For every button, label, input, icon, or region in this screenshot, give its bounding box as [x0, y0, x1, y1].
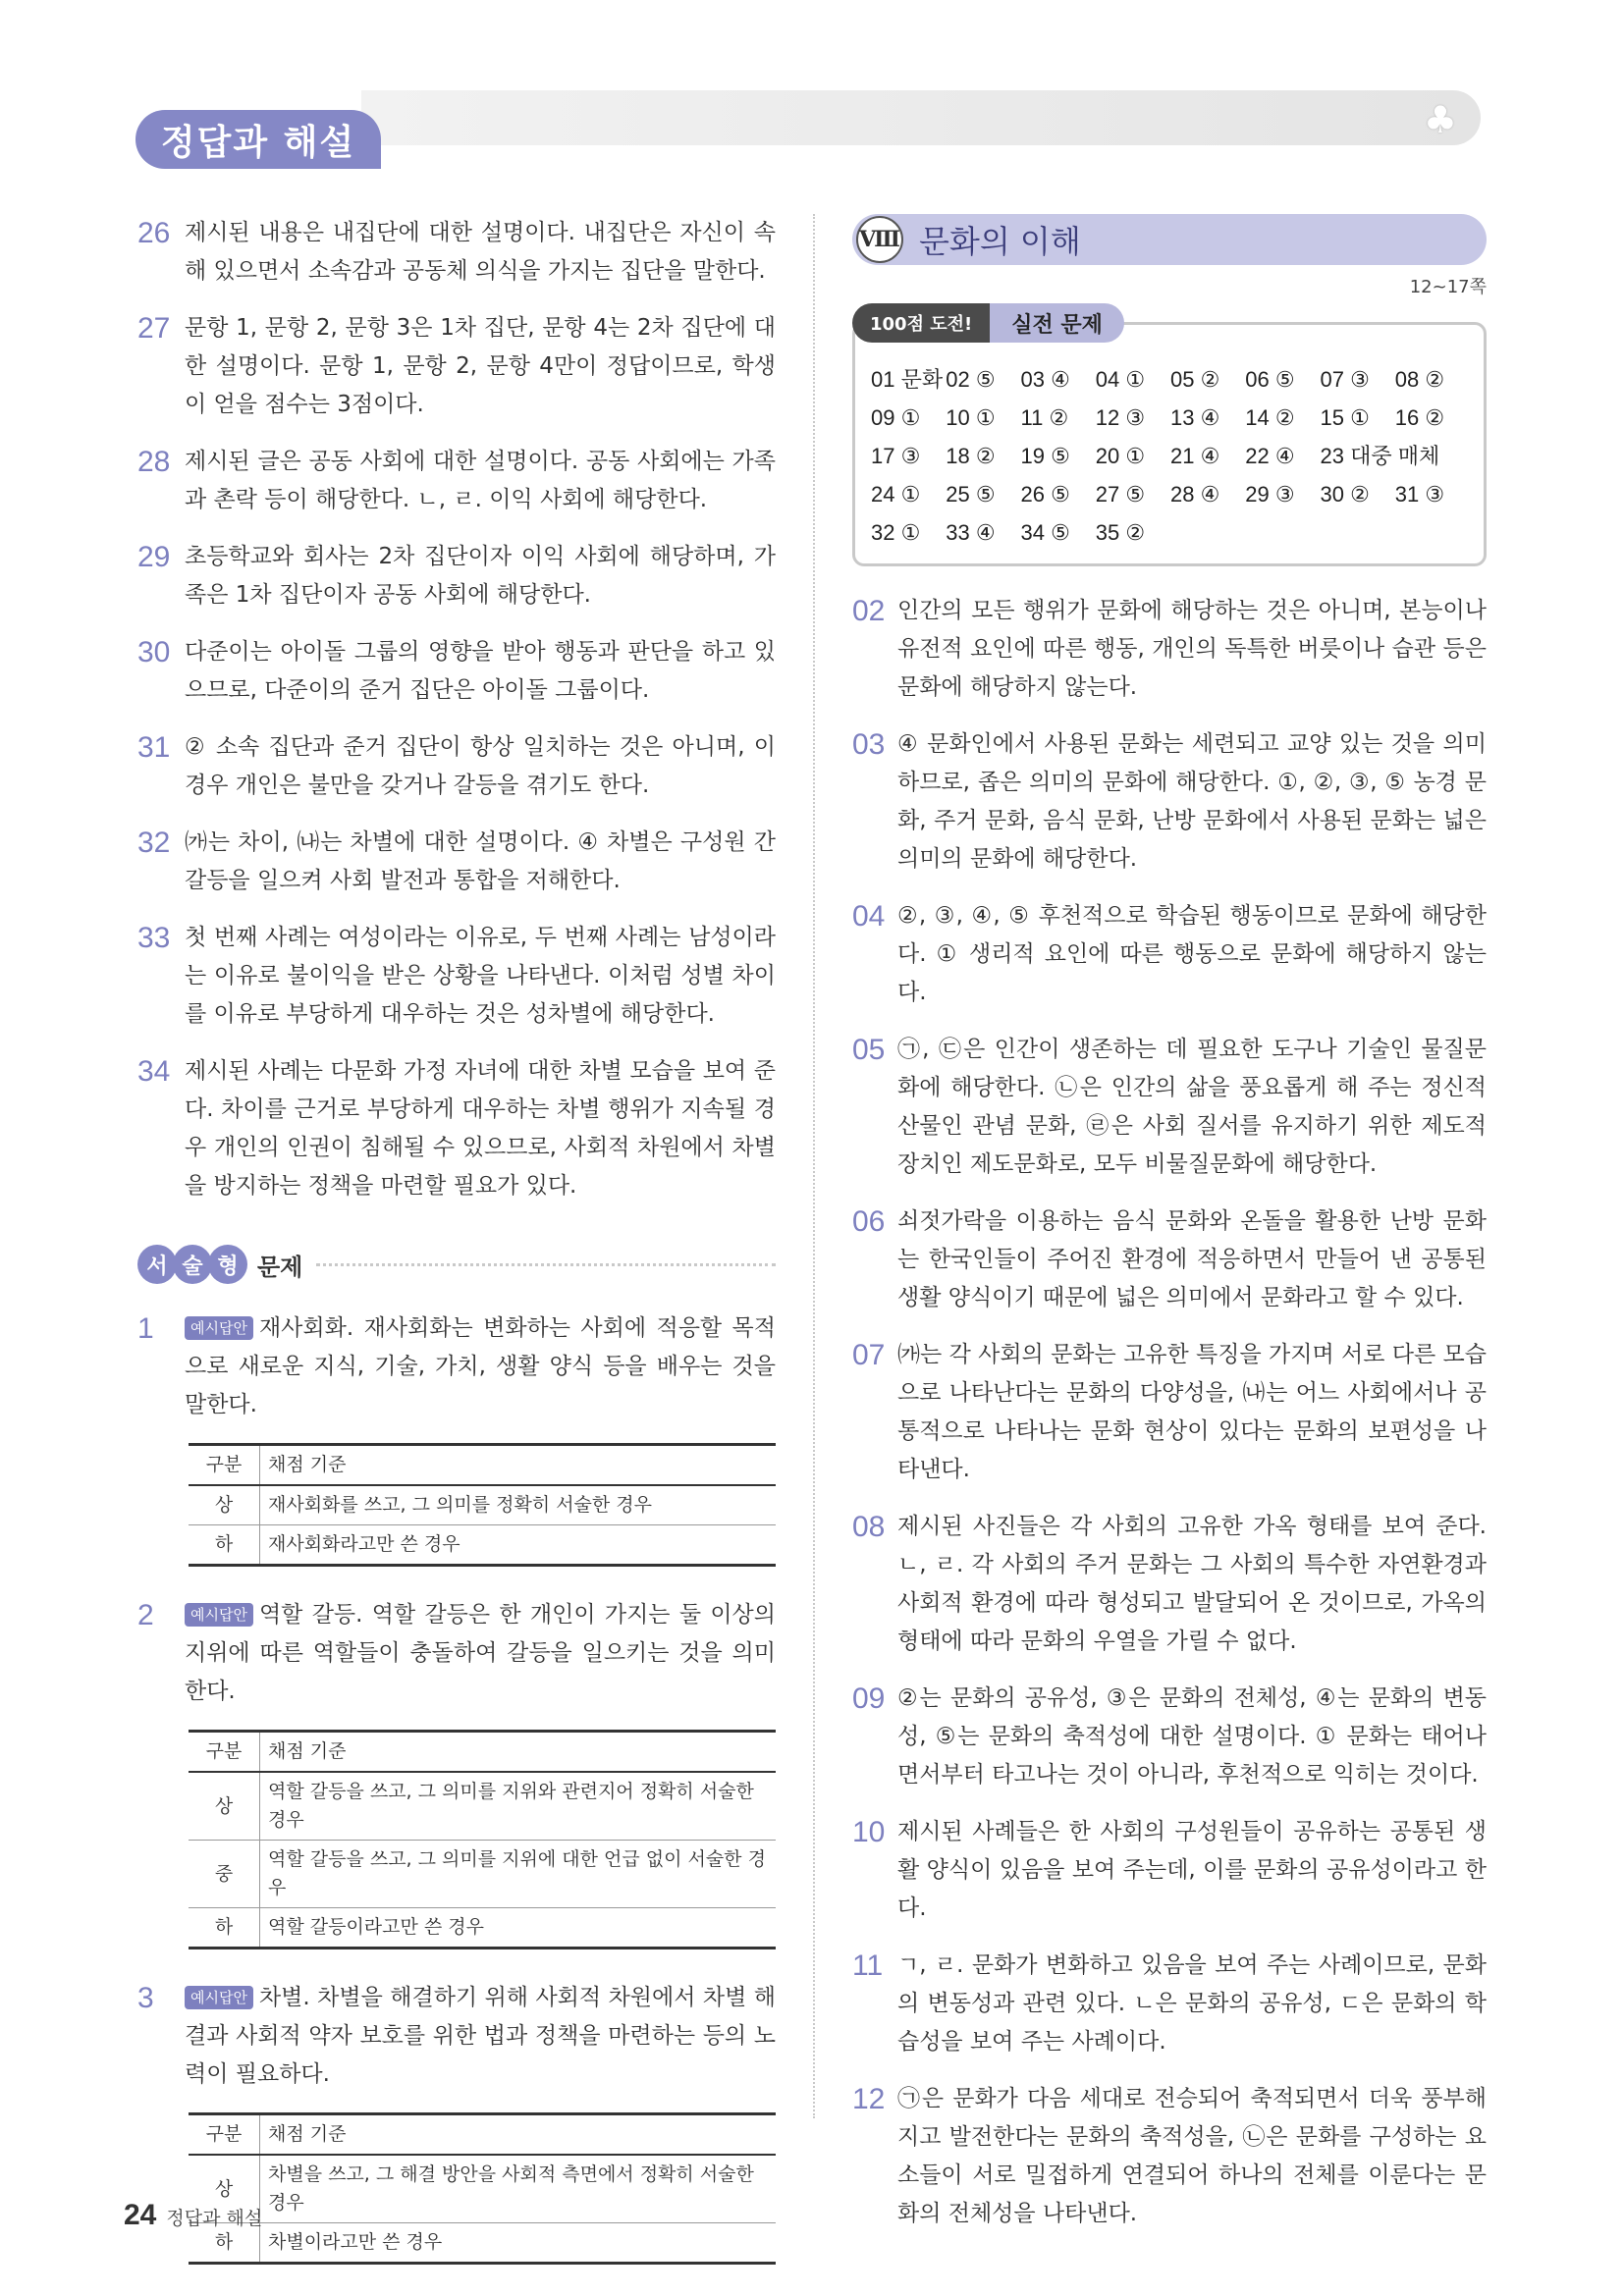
table-row [189, 1525, 776, 1566]
answer-cell: 31 ③ [1394, 482, 1445, 507]
item-number: 26 [137, 217, 171, 249]
item-text: 다준이는 아이돌 그룹의 영향을 받아 행동과 판단을 하고 있으므로, 다준이의 준거 집단은 아이돌 그룹이다. [185, 639, 776, 703]
practice-tag [852, 303, 1124, 343]
answer-cell: 18 ② [946, 444, 996, 468]
grade-criterion: 역할 갈등을 쓰고, 그 의미를 지위에 대한 언급 없이 서술한 경우 [260, 1841, 777, 1908]
item-number: 08 [852, 1511, 886, 1543]
essay-answer-text: 재사회화. 재사회화는 변화하는 사회에 적응할 목적으로 새로운 지식, 기술, 가치, 생활 양식 등을 배우는 것을 말한다. [185, 1315, 776, 1417]
item-text: 문항 1, 문항 2, 문항 3은 1차 집단, 문항 4는 2차 집단에 대한 설명이다. 문항 1, 문항 2, 문항 4만이 정답이므로, 학생이 얻을 점수는 3점이다. [185, 315, 776, 417]
answer-cell: 33 ④ [946, 520, 996, 545]
answer-cell: 05 ② [1170, 367, 1220, 392]
practice-tag-title: 실전 문제 [990, 303, 1124, 343]
explanation-item [852, 1031, 1487, 1184]
item-number: 10 [852, 1816, 886, 1848]
table-row [189, 1772, 776, 1841]
right-column [852, 214, 1487, 2252]
answer-cell: 23 대중 매체 [1320, 444, 1440, 468]
answer-cell: 30 ② [1320, 482, 1370, 507]
item-text: ② 소속 집단과 준거 집단이 항상 일치하는 것은 아니며, 이 경우 개인은 불만을 갖거나 갈등을 겪기도 한다. [185, 734, 776, 798]
grade-header-category: 구분 [189, 1445, 260, 1486]
answer-cell: 32 ① [871, 520, 921, 545]
essay-badge [137, 1245, 244, 1284]
item-text: 제시된 사례는 다문화 가정 자녀에 대한 차별 모습을 보여 준다. 차이를 근거로 부당하게 대우하는 차별 행위가 지속될 경우 개인의 인권이 침해될 수 있으므로, 사회적 차원에서 차별을 방지하는 정책을 마련할 필요가 있다. [185, 1058, 776, 1199]
essay-answer-text: 차별. 차별을 해결하기 위해 사회적 차원에서 차별 해결과 사회적 약자 보호를 위한 법과 정책을 마련하는 등의 노력이 필요하다. [185, 1985, 776, 2087]
item-text: ㉠은 문화가 다음 세대로 전승되어 축적되면서 더욱 풍부해지고 발전한다는 문화의 축적성을, ㉡은 문화를 구성하는 요소들이 서로 밀접하게 연결되어 하나의 전체를 이룬다는 문화의 전체성을 나타낸다. [897, 2086, 1487, 2226]
explanation-item [137, 824, 776, 900]
table-row [189, 1841, 776, 1908]
grade-level: 하 [189, 2223, 260, 2264]
answer-cell: 16 ② [1394, 405, 1445, 430]
answer-list-right [852, 592, 1487, 2233]
grade-criterion: 재사회화를 쓰고, 그 의미를 정확히 서술한 경우 [260, 1485, 777, 1525]
grade-level: 상 [189, 1772, 260, 1841]
essay-question [137, 1596, 776, 1711]
footer-label: 정답과 해설 [166, 2208, 263, 2229]
explanation-item [852, 1202, 1487, 1317]
essay-question [137, 1979, 776, 2094]
item-text: 초등학교와 회사는 2차 집단이자 이익 사회에 해당하며, 가족은 1차 집단이자 공동 사회에 해당한다. [185, 544, 776, 608]
grade-level: 중 [189, 1841, 260, 1908]
left-column [137, 214, 776, 2294]
item-number: 09 [852, 1682, 886, 1715]
grade-criterion: 재사회화라고만 쓴 경우 [260, 1525, 777, 1566]
grade-header-criteria: 채점 기준 [260, 1445, 777, 1486]
item-number: 02 [852, 595, 886, 627]
grade-criterion: 차별이라고만 쓴 경우 [260, 2223, 777, 2264]
essay-label: 문제 [257, 1253, 303, 1281]
explanation-item [852, 1947, 1487, 2061]
grade-level: 하 [189, 1908, 260, 1949]
table-row [189, 1908, 776, 1949]
item-number: 05 [852, 1034, 886, 1066]
answer-cell: 34 ⑤ [1020, 520, 1070, 545]
unit-number-badge: Ⅷ [856, 216, 903, 263]
item-number: 07 [852, 1339, 886, 1371]
example-answer-badge: 예시답안 [185, 1316, 253, 1340]
dotted-rule [316, 1263, 776, 1266]
grade-level: 상 [189, 1485, 260, 1525]
answer-cell: 03 ④ [1020, 367, 1070, 392]
page-reference: 12~17쪽 [1409, 277, 1487, 297]
explanation-item [137, 443, 776, 519]
answer-cell: 26 ⑤ [1020, 482, 1070, 507]
item-text: ㈎는 차이, ㈏는 차별에 대한 설명이다. ④ 차별은 구성원 간 갈등을 일으켜 사회 발전과 통합을 저해한다. [185, 829, 776, 893]
grading-table [189, 1443, 776, 1567]
clover-icon: ♣ [1423, 98, 1457, 141]
answer-cell: 29 ③ [1245, 482, 1295, 507]
essay-number: 1 [137, 1312, 154, 1345]
practice-tag-challenge: 100점 도전! [852, 303, 990, 343]
item-text: ②, ③, ④, ⑤ 후천적으로 학습된 행동이므로 문화에 해당한다. ① 생리적 요인에 따른 행동으로 문화에 해당하지 않는다. [897, 903, 1487, 1005]
page-footer [124, 2199, 262, 2232]
item-text: 제시된 사진들은 각 사회의 고유한 가옥 형태를 보여 준다. ㄴ, ㄹ. 각 사회의 주거 문화는 그 사회의 특수한 자연환경과 사회적 환경에 따라 형성되고 발달되어 온 것이므로, 가옥의 형태에 따라 문화의 우열을 가릴 수 없다. [897, 1514, 1487, 1654]
answer-cell: 28 ④ [1170, 482, 1220, 507]
item-number: 28 [137, 446, 171, 478]
answer-cell: 14 ② [1245, 405, 1295, 430]
item-number: 30 [137, 636, 171, 668]
item-text: 제시된 내용은 내집단에 대한 설명이다. 내집단은 자신이 속해 있으면서 소속감과 공동체 의식을 가지는 집단을 말한다. [185, 220, 776, 284]
explanation-item [137, 538, 776, 614]
item-number: 31 [137, 731, 171, 764]
example-answer-badge: 예시답안 [185, 1986, 253, 2009]
item-number: 34 [137, 1055, 171, 1088]
explanation-item [137, 728, 776, 805]
explanation-item [137, 1052, 776, 1205]
grade-criterion: 역할 갈등이라고만 쓴 경우 [260, 1908, 777, 1949]
answer-cell: 01 문화 [871, 367, 944, 392]
answer-cell: 12 ③ [1095, 405, 1146, 430]
item-number: 32 [137, 827, 171, 859]
item-number: 12 [852, 2083, 886, 2115]
essay-badge-char: 서 [137, 1245, 177, 1284]
item-number: 33 [137, 922, 171, 954]
item-text: 첫 번째 사례는 여성이라는 이유로, 두 번째 사례는 남성이라는 이유로 불이익을 받은 상황을 나타낸다. 이처럼 성별 차이를 이유로 부당하게 대우하는 것은 성차별에 해당한다. [185, 925, 776, 1027]
answer-cell: 20 ① [1095, 444, 1146, 468]
explanation-item [852, 1680, 1487, 1794]
item-text: 제시된 사례들은 한 사회의 구성원들이 공유하는 공통된 생활 양식이 있음을 보여 주는데, 이를 문화의 공유성이라고 한다. [897, 1819, 1487, 1921]
answer-list-left [137, 214, 776, 1205]
item-number: 03 [852, 728, 886, 761]
grade-criterion: 역할 갈등을 쓰고, 그 의미를 지위와 관련지어 정확히 서술한 경우 [260, 1772, 777, 1841]
grade-criterion: 차별을 쓰고, 그 해결 방안을 사회적 측면에서 정확히 서술한 경우 [260, 2155, 777, 2223]
explanation-item [852, 725, 1487, 879]
table-row [189, 1485, 776, 1525]
answer-cell: 06 ⑤ [1245, 367, 1295, 392]
essay-number: 3 [137, 1982, 154, 2014]
column-divider [813, 214, 815, 2118]
answer-cell: 07 ③ [1320, 367, 1370, 392]
unit-title-bar [852, 214, 1487, 265]
page-number: 24 [124, 2199, 157, 2231]
item-number: 29 [137, 541, 171, 573]
grade-level: 상 [189, 2155, 260, 2223]
grade-header-category: 구분 [189, 1732, 260, 1773]
answer-cell: 22 ④ [1245, 444, 1295, 468]
essay-number: 2 [137, 1599, 154, 1631]
item-number: 04 [852, 900, 886, 933]
item-number: 27 [137, 312, 171, 345]
essay-badge-char: 형 [208, 1245, 247, 1284]
explanation-item [852, 897, 1487, 1012]
page-header [135, 90, 1481, 171]
essay-section-heading [137, 1245, 776, 1284]
grading-table [189, 2112, 776, 2265]
explanation-item [852, 1508, 1487, 1661]
header-title: 정답과 해설 [135, 110, 381, 169]
answer-cell: 15 ① [1320, 405, 1370, 430]
answer-cell: 21 ④ [1170, 444, 1220, 468]
answer-cell: 19 ⑤ [1020, 444, 1070, 468]
answer-cell: 02 ⑤ [946, 367, 996, 392]
grade-header-criteria: 채점 기준 [260, 1732, 777, 1773]
table-row [189, 2155, 776, 2223]
essay-question [137, 1309, 776, 1424]
item-text: 인간의 모든 행위가 문화에 해당하는 것은 아니며, 본능이나 유전적 요인에 따른 행동, 개인의 독특한 버릇이나 습관 등은 문화에 해당하지 않는다. [897, 598, 1487, 700]
answer-cell: 08 ② [1394, 367, 1445, 392]
explanation-item [137, 919, 776, 1034]
item-text: 쇠젓가락을 이용하는 음식 문화와 온돌을 활용한 난방 문화는 한국인들이 주어진 환경에 적응하면서 만들어 낸 공통된 생활 양식이기 때문에 넓은 의미에서 문화라고 할 수 있다. [897, 1208, 1487, 1310]
grade-header-category: 구분 [189, 2114, 260, 2156]
grade-header-criteria: 채점 기준 [260, 2114, 777, 2156]
answer-cell: 35 ② [1095, 520, 1146, 545]
answer-cell: 09 ① [871, 405, 921, 430]
grading-table [189, 1730, 776, 1949]
answer-cell: 25 ⑤ [946, 482, 996, 507]
item-number: 06 [852, 1205, 886, 1238]
item-text: ㄱ, ㄹ. 문화가 변화하고 있음을 보여 주는 사례이므로, 문화의 변동성과 관련 있다. ㄴ은 문화의 공유성, ㄷ은 문화의 학습성을 보여 주는 사례이다. [897, 1952, 1487, 2055]
item-number: 11 [852, 1949, 884, 1982]
answer-cell: 04 ① [1095, 367, 1146, 392]
item-text: ㈎는 각 사회의 문화는 고유한 특징을 가지며 서로 다른 모습으로 나타난다는 문화의 다양성을, ㈏는 어느 사회에서나 공통적으로 나타나는 문화 현상이 있다는 문화의 보편성을 나타낸다. [897, 1342, 1487, 1482]
explanation-item [852, 1336, 1487, 1489]
item-text: ④ 문화인에서 사용된 문화는 세련되고 교양 있는 것을 의미하므로, 좁은 의미의 문화에 해당한다. ①, ②, ③, ⑤ 농경 문화, 주거 문화, 음식 문화, 난방 문화에서 사용된 문화는 넓은 의미의 문화에 해당한다. [897, 731, 1487, 872]
explanation-item [852, 1813, 1487, 1928]
example-answer-badge: 예시답안 [185, 1603, 253, 1627]
explanation-item [137, 633, 776, 710]
answer-cell: 27 ⑤ [1095, 482, 1146, 507]
answer-cell: 17 ③ [871, 444, 921, 468]
header-bar [361, 90, 1481, 145]
unit-title: 문화의 이해 [919, 223, 1081, 260]
answer-key-box [852, 312, 1487, 566]
table-row [189, 2223, 776, 2264]
explanation-item [137, 309, 776, 424]
answer-cell: 11 ② [1020, 405, 1069, 430]
answer-cell: 13 ④ [1170, 405, 1220, 430]
explanation-item [852, 592, 1487, 707]
essay-answer-text: 역할 갈등. 역할 갈등은 한 개인이 가지는 둘 이상의 지위에 따른 역할들이 충돌하여 갈등을 일으키는 것을 의미한다. [185, 1602, 776, 1704]
essay-badge-char: 술 [173, 1245, 212, 1284]
item-text: ㉠, ㉢은 인간이 생존하는 데 필요한 도구나 기술인 물질문화에 해당한다. ㉡은 인간의 삶을 풍요롭게 해 주는 정신적 산물인 관념 문화, ㉣은 사회 질서를 유지하기 위한 제도적 장치인 제도문화로, 모두 비물질문화에 해당한다. [897, 1037, 1487, 1177]
item-text: ②는 문화의 공유성, ③은 문화의 전체성, ④는 문화의 변동성, ⑤는 문화의 축적성에 대한 설명이다. ① 문화는 태어나면서부터 타고나는 것이 아니라, 후천적으로 익히는 것이다. [897, 1685, 1487, 1788]
item-text: 제시된 글은 공동 사회에 대한 설명이다. 공동 사회에는 가족과 촌락 등이 해당한다. ㄴ, ㄹ. 이익 사회에 해당한다. [185, 449, 776, 512]
explanation-item [137, 214, 776, 291]
answer-cell: 10 ① [946, 405, 996, 430]
answer-cell: 24 ① [871, 482, 921, 507]
answer-grid [871, 362, 1470, 550]
explanation-item [852, 2080, 1487, 2233]
grade-level: 하 [189, 1525, 260, 1566]
